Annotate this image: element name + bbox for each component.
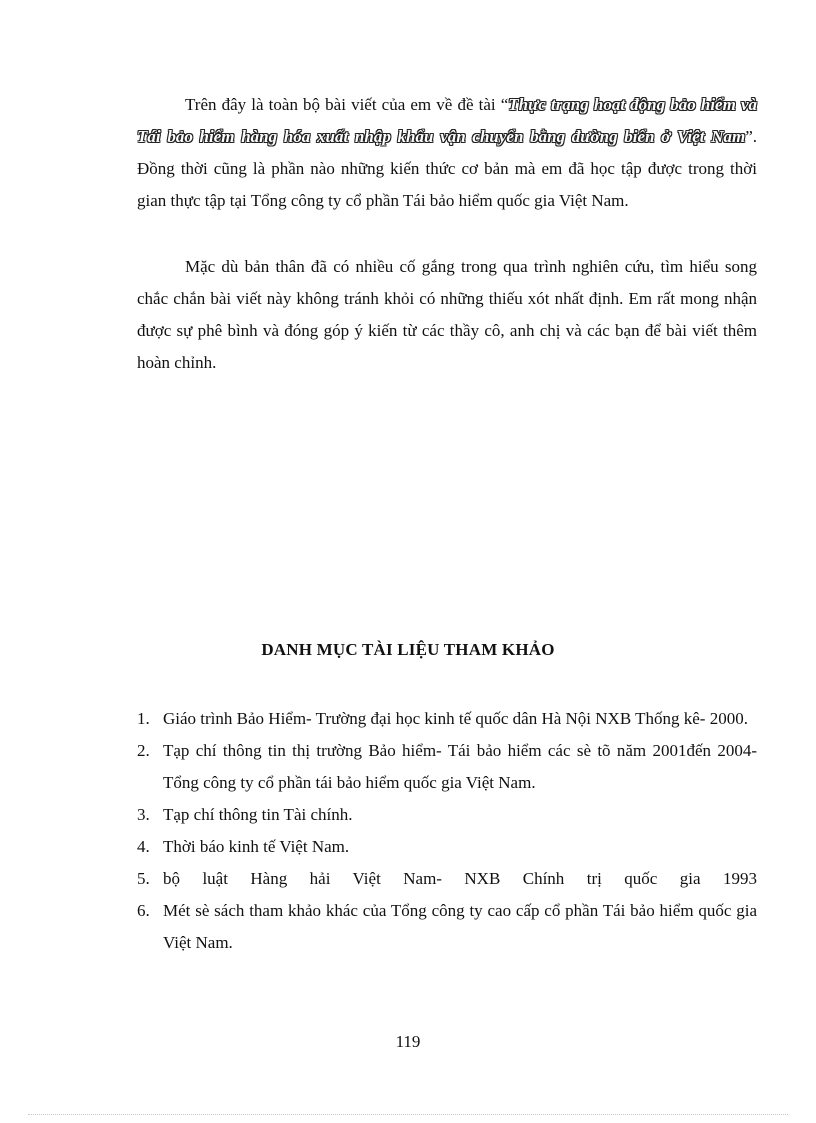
paragraph-continuation: ”. Đồng thời cũng là phần nào những kiến thức cơ bản mà em đã học tập được trong thời gian thực tập tại Tổng công ty cổ phần Tái bảo hiểm quốc gia Việt Nam. [137, 127, 757, 210]
reference-text: bộ luật Hàng hải Việt Nam- NXB Chính trị quốc gia 1993 [163, 869, 757, 888]
conclusion-paragraph-1 [137, 89, 757, 217]
reference-number: 6. [137, 901, 150, 920]
reference-text: Tạp chí thông tin thị trường Bảo hiểm- Tái bảo hiểm các sè tõ năm 2001đến 2004- Tổng công ty cổ phần tái bảo hiểm quốc gia Việt Nam. [163, 741, 757, 792]
reference-item [137, 735, 757, 799]
references-list [137, 703, 757, 959]
page-number: 119 [395, 1032, 421, 1051]
reference-item [137, 703, 757, 735]
conclusion-paragraph-2: Mặc dù bản thân đã có nhiều cố gắng trong qua trình nghiên cứu, tìm hiểu song chắc chắn bài viết này không tránh khỏi có những thiếu xót nhất định. Em rất mong nhận được sự phê bình và đóng góp ý kiến từ các thầy cô, anh chị và các bạn để bài viết thêm hoàn chỉnh. [137, 257, 757, 372]
reference-number: 3. [137, 805, 150, 824]
reference-text: Giáo trình Bảo Hiểm- Trường đại học kinh tế quốc dân Hà Nội NXB Thống kê- 2000. [163, 709, 748, 728]
references-heading: DANH MỤC TÀI LIỆU THAM KHẢO [261, 640, 555, 659]
reference-item [137, 895, 757, 959]
reference-item [137, 831, 757, 863]
reference-item [137, 799, 757, 831]
reference-text: Tạp chí thông tin Tài chính. [163, 805, 353, 824]
reference-number: 4. [137, 837, 150, 856]
thesis-topic-title: Thực trạng hoạt động bảo hiểm và Tái bảo hiểm hàng hóa xuất nhập khẩu vận chuyển bằng đường biển ở Việt Nam [137, 95, 757, 146]
reference-number: 1. [137, 709, 150, 728]
paragraph-intro: Trên đây là toàn bộ bài viết của em về đề tài “ [185, 95, 509, 114]
reference-text: Thời báo kinh tế Việt Nam. [163, 837, 350, 856]
reference-item [137, 863, 757, 895]
page-bottom-divider [28, 1114, 788, 1115]
reference-number: 2. [137, 741, 150, 760]
reference-number: 5. [137, 869, 150, 888]
reference-text: Mét sè sách tham khảo khác của Tổng công ty cao cấp cổ phần Tái bảo hiểm quốc gia Việt Nam. [163, 901, 757, 952]
